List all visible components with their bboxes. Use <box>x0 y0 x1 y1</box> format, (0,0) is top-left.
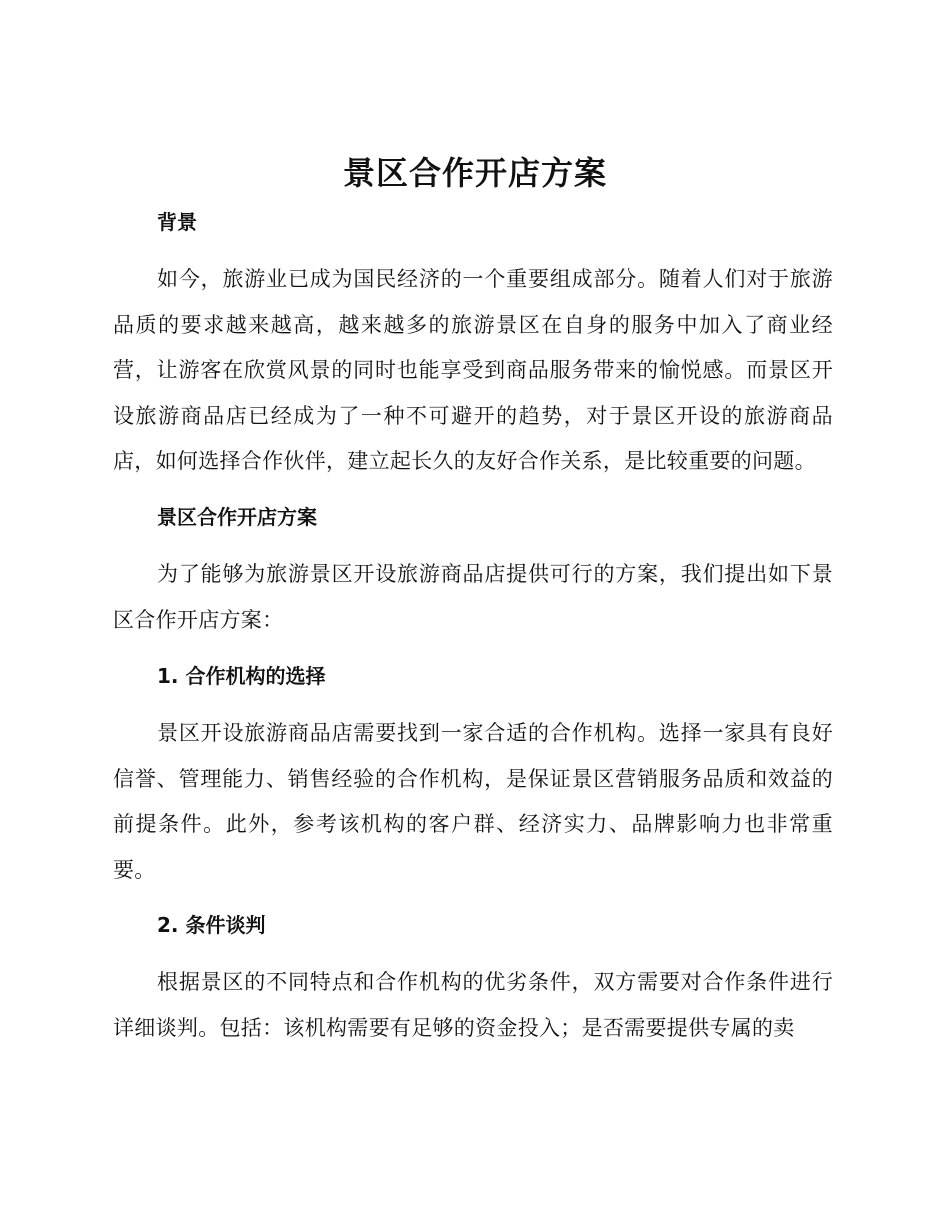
plan-heading: 景区合作开店方案 <box>157 505 317 529</box>
item1-paragraph: 景区开设旅游商品店需要找到一家合适的合作机构。选择一家具有良好信誉、管理能力、销售经验的合作机构，是保证景区营销服务品质和效益的前提条件。此外，参考该机构的客户群、经济实力、品牌影响力也非常重要。 <box>113 721 833 882</box>
item2-heading: 2. 条件谈判 <box>157 913 266 937</box>
background-heading: 背景 <box>157 210 197 234</box>
plan-paragraph: 为了能够为旅游景区开设旅游商品店提供可行的方案，我们提出如下景区合作开店方案： <box>113 562 833 632</box>
item2-paragraph: 根据景区的不同特点和合作机构的优劣条件，双方需要对合作条件进行详细谈判。包括：该机构需要有足够的资金投入；是否需要提供专属的卖 <box>113 970 833 1040</box>
document-title: 景区合作开店方案 <box>342 154 607 192</box>
background-paragraph: 如今，旅游业已成为国民经济的一个重要组成部分。随着人们对于旅游品质的要求越来越高，越来越多的旅游景区在自身的服务中加入了商业经营，让游客在欣赏风景的同时也能享受到商品服务带来的愉悦感。而景区开设旅游商品店已经成为了一种不可避开的趋势，对于景区开设的旅游商品店，如何选择合作伙伴，建立起长久的友好合作关系，是比较重要的问题。 <box>113 267 833 473</box>
item1-heading: 1. 合作机构的选择 <box>157 664 326 688</box>
